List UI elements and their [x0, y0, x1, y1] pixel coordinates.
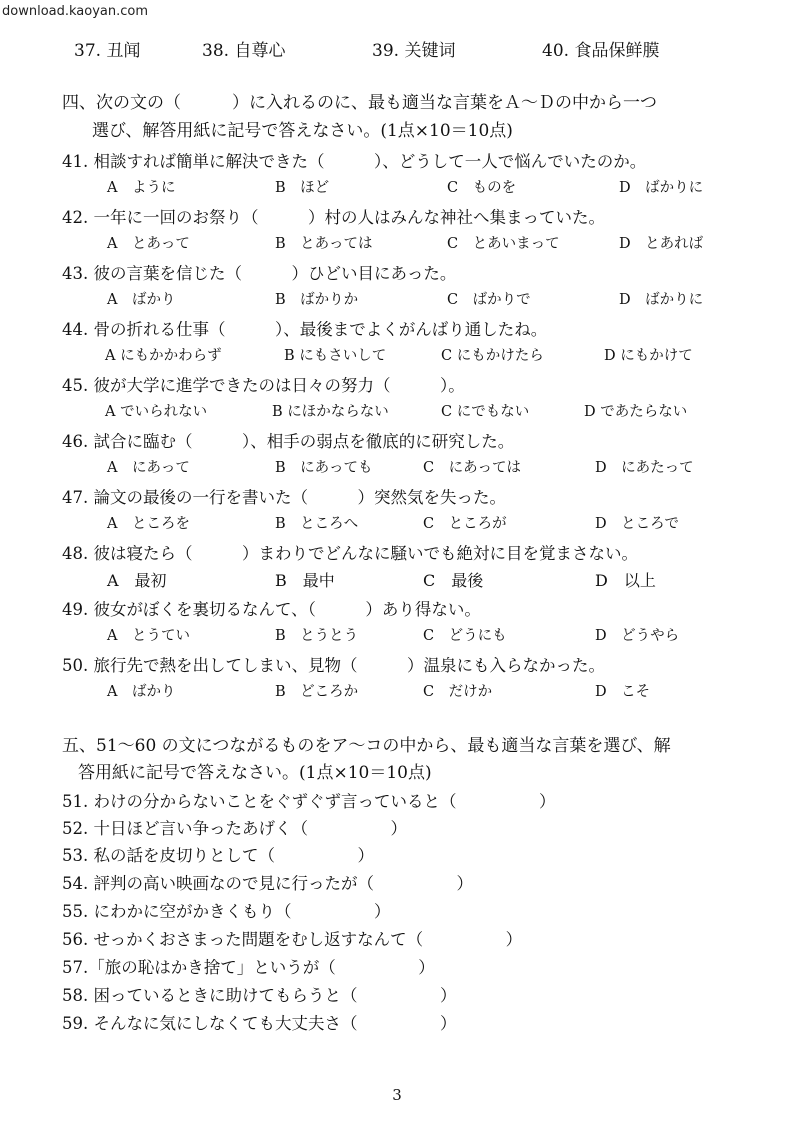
option-a: A でいられない: [105, 404, 208, 420]
question-options: [0, 512, 794, 534]
question-stem: 50. 旅行先で熱を出してしまい、見物（ ）温泉にも入らなかった。: [62, 656, 605, 675]
option-d: D にもかけて: [604, 348, 693, 364]
section4-heading-line1: 四、次の文の（ ）に入れるのに、最も適当な言葉をＡ～Ｄの中から一つ: [62, 93, 657, 113]
option-b: B ばかりか: [275, 292, 359, 308]
option-c: C とあいまって: [447, 236, 560, 252]
question-options: [0, 344, 794, 366]
question-stem: 42. 一年に一回のお祭り（ ）村の人はみんな神社へ集まっていた。: [62, 208, 605, 227]
question-options: [0, 288, 794, 310]
option-d: D ばかりに: [619, 292, 704, 308]
option-a: A ように: [107, 180, 176, 196]
question-options: [0, 456, 794, 478]
option-c: C どうにも: [423, 628, 507, 644]
question-stem: 44. 骨の折れる仕事（ ）、最後までよくがんばり通したね。: [62, 320, 548, 339]
vocab-item: 37. 丑闻: [74, 41, 141, 61]
option-b: B にもさいして: [284, 348, 387, 364]
question-stem: 46. 試合に臨む（ ）、相手の弱点を徹底的に研究した。: [62, 432, 515, 451]
question-stem: 43. 彼の言葉を信じた（ ）ひどい目にあった。: [62, 264, 457, 283]
option-a: A にもかかわらず: [105, 348, 222, 364]
question-stem: 49. 彼女がぼくを裏切るなんて、（ ）あり得ない。: [62, 600, 481, 619]
option-d: D であたらない: [584, 404, 688, 420]
option-c: C ところが: [423, 516, 507, 532]
option-a: A ばかり: [107, 684, 176, 700]
question-options: [0, 176, 794, 198]
option-c: C ばかりで: [447, 292, 531, 308]
question-stem: 54. 評判の高い映画なので見に行ったが（ ）: [62, 874, 473, 893]
page-number: 3: [392, 1086, 402, 1104]
question-stem: 53. 私の話を皮切りとして（ ）: [62, 846, 374, 865]
option-a: A とうてい: [107, 628, 190, 644]
option-d: D にあたって: [595, 460, 694, 476]
watermark-text: download.kaoyan.com: [2, 4, 149, 19]
question-stem: 41. 相談すれば簡単に解決できた（ ）、どうして一人で悩んでいたのか。: [62, 152, 647, 171]
option-c: C 最後: [423, 571, 484, 590]
vocab-item: 38. 自尊心: [202, 41, 286, 61]
option-d: D こそ: [595, 684, 651, 700]
option-b: B 最中: [275, 571, 335, 590]
option-a: A 最初: [107, 571, 167, 590]
option-a: A ところを: [107, 516, 190, 532]
question-options: [0, 568, 794, 590]
vocab-answers-row: [0, 36, 794, 61]
option-a: A にあって: [107, 460, 190, 476]
question-stem: 45. 彼が大学に進学できたのは日々の努力（ ）。: [62, 376, 465, 395]
option-b: B どころか: [275, 684, 359, 700]
option-c: C にもかけたら: [441, 348, 544, 364]
question-stem: 58. 困っているときに助けてもらうと（ ）: [62, 986, 457, 1005]
question-options: [0, 232, 794, 254]
option-a: A とあって: [107, 236, 190, 252]
option-d: D 以上: [595, 571, 656, 590]
question-stem: 52. 十日ほど言い争ったあげく（ ）: [62, 819, 407, 838]
question-stem: 59. そんなに気にしなくても大丈夫さ（ ）: [62, 1014, 457, 1033]
question-stem: 51. わけの分からないことをぐずぐず言っていると（ ）: [62, 792, 556, 811]
question-options: [0, 624, 794, 646]
section4-heading-line2: 選び、解答用紙に記号で答えなさい。(1点×10＝10点): [92, 121, 513, 141]
option-b: B にほかならない: [272, 404, 389, 420]
question-stem: 47. 論文の最後の一行を書いた（ ）突然気を失った。: [62, 488, 506, 507]
option-b: B とあっては: [275, 236, 373, 252]
option-d: D ところで: [595, 516, 679, 532]
option-c: C にあっては: [423, 460, 521, 476]
question-stem: 57.「旅の恥はかき捨て」というが（ ）: [62, 958, 435, 977]
option-d: D ばかりに: [619, 180, 704, 196]
option-c: C だけか: [423, 684, 493, 700]
option-b: B ところへ: [275, 516, 359, 532]
option-b: B にあっても: [275, 460, 373, 476]
section5-heading-line1: 五、51～60 の文につながるものをア～コの中から、最も適当な言葉を選び、解: [62, 736, 671, 756]
question-stem: 55. にわかに空がかきくもり（ ）: [62, 902, 391, 921]
section5-heading-line2: 答用紙に記号で答えなさい。(1点×10＝10点): [78, 763, 432, 783]
question-stem: 48. 彼は寝たら（ ）まわりでどんなに騒いでも絶対に目を覚まさない。: [62, 544, 638, 563]
question-options: [0, 680, 794, 702]
option-b: B とうとう: [275, 628, 359, 644]
question-options: [0, 400, 794, 422]
question-stem: 56. せっかくおさまった問題をむし返すなんて（ ）: [62, 930, 523, 949]
vocab-item: 40. 食品保鲜膜: [542, 41, 660, 61]
vocab-item: 39. 关键词: [372, 41, 456, 61]
option-c: C ものを: [447, 180, 517, 196]
option-a: A ばかり: [107, 292, 176, 308]
option-d: D どうやら: [595, 628, 680, 644]
option-c: C にでもない: [441, 404, 530, 420]
option-b: B ほど: [275, 180, 330, 196]
option-d: D とあれば: [619, 236, 704, 252]
